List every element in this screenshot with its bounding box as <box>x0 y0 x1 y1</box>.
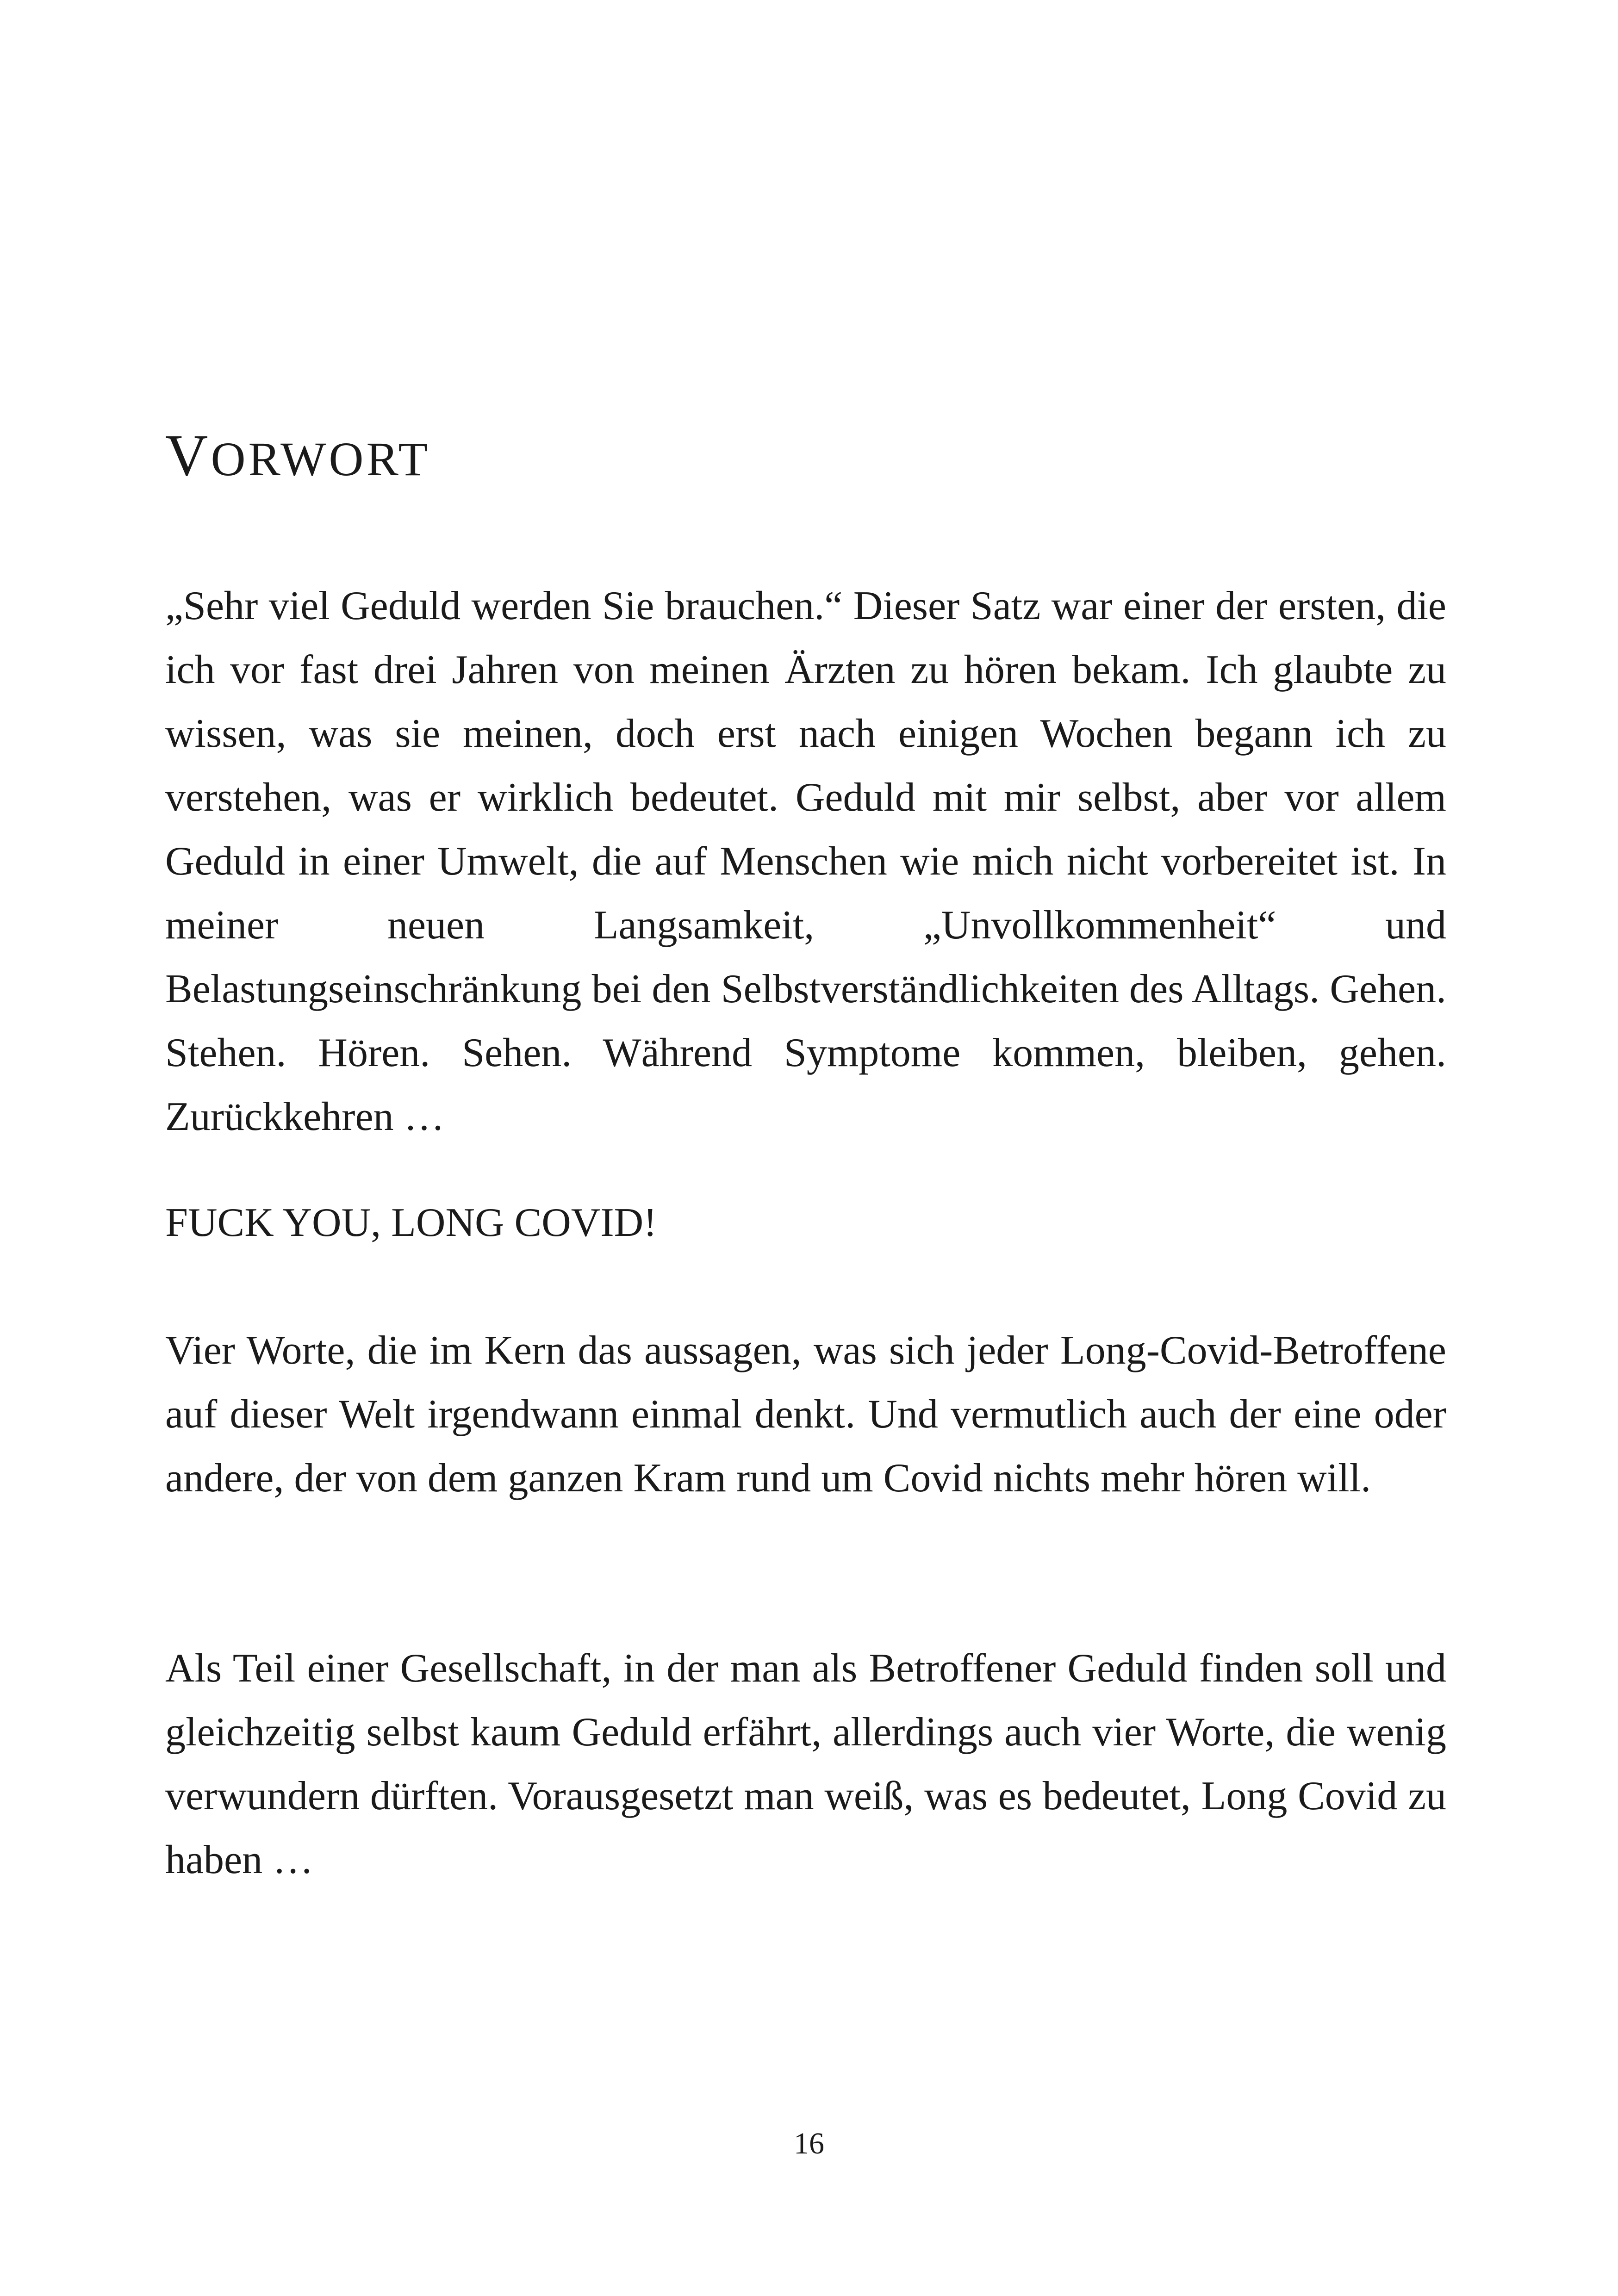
paragraph-exclamation: FUCK YOU, LONG COVID! <box>165 1200 657 1245</box>
chapter-title <box>165 422 431 488</box>
page-number: 16 <box>794 2127 824 2160</box>
chapter-title-initial: V <box>165 422 211 488</box>
paragraph-society: Als Teil einer Gesellschaft, in der man als Betroffener Geduld finden soll und gleichzeitig selbst kaum Geduld erfährt, allerdings auch vier Worte, die wenig verwundern dürften. Vorausgesetzt man weiß, was es bedeutet, Long Covid zu haben … <box>165 1646 1446 1882</box>
paragraph-intro: „Sehr viel Geduld werden Sie brauchen.“ Dieser Satz war einer der ersten, die ich vor fast drei Jahren von meinen Ärzten zu hören bekam. Ich glaubte zu wissen, was sie meinen, doch erst nach einigen Wochen begann ich zu verstehen, was er wirklich bedeutet. Geduld mit mir selbst, aber vor allem Geduld in einer Umwelt, die auf Menschen wie mich nicht vorbereitet ist. In meiner neuen Langsamkeit, „Unvollkommenheit“ und Belastungseinschränkung bei den Selbstverständlichkeiten des Alltags. Gehen. Stehen. Hören. Sehen. Während Symptome kommen, bleiben, gehen. Zurückkehren … <box>165 583 1446 1139</box>
paragraph-four-words: Vier Worte, die im Kern das aussagen, was sich jeder Long-Covid-Betroffene auf dieser Welt irgendwann einmal denkt. Und vermutlich auch der eine oder andere, der von dem ganzen Kram rund um Covid nichts mehr hören will. <box>165 1328 1446 1501</box>
chapter-title-rest: ORWORT <box>211 433 431 486</box>
